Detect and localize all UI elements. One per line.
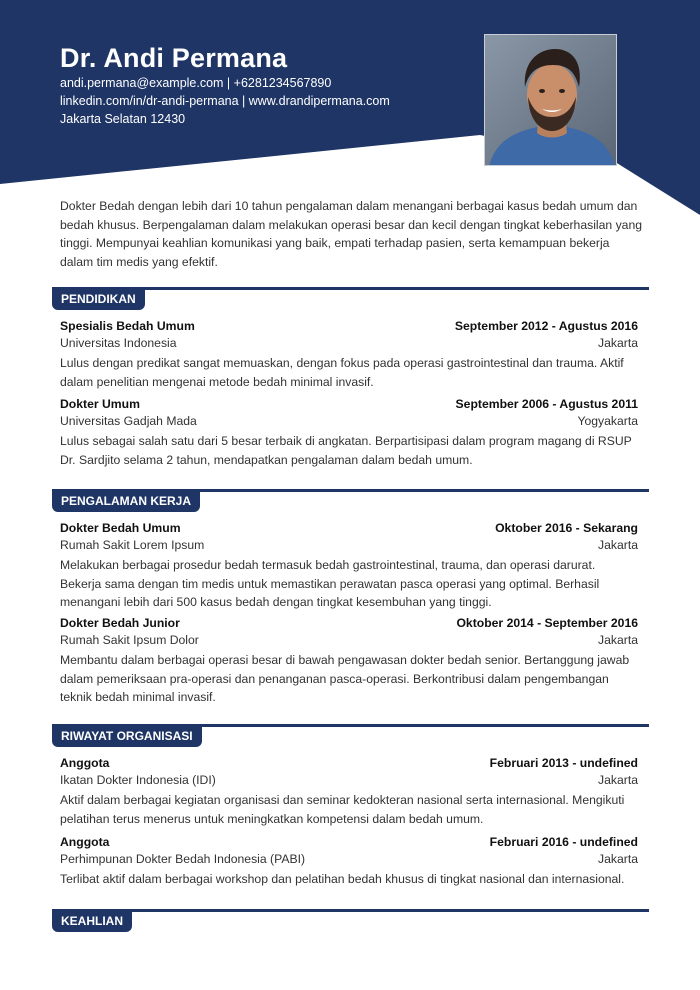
entry-organization: Rumah Sakit Ipsum Dolor [60, 633, 199, 647]
education-entry [60, 318, 638, 391]
section-title: PENGALAMAN KERJA [52, 491, 200, 512]
entry-organization: Rumah Sakit Lorem Ipsum [60, 538, 205, 552]
entry-organization: Perhimpunan Dokter Bedah Indonesia (PABI) [60, 852, 306, 866]
contact-email-phone: andi.permana@example.com | +6281234567890 [60, 76, 332, 90]
entry-title: Anggota [60, 835, 110, 849]
entry-date: September 2012 - Agustus 2016 [454, 319, 638, 333]
education-entry [60, 396, 638, 469]
contact-links: linkedin.com/in/dr-andi-permana | www.drandipermana.com [60, 94, 390, 108]
section-header [0, 909, 700, 933]
entry-description: Aktif dalam berbagai kegiatan organisasi dan seminar kedokteran nasional serta internasional. Mengikuti pelatihan terus menerus untuk meningkatkan kompetensi dalam bedah umum. [60, 793, 625, 826]
entry-title: Dokter Bedah Umum [60, 521, 181, 535]
education-section [0, 287, 700, 467]
entry-location: Jakarta [598, 852, 638, 866]
entry-organization: Universitas Indonesia [60, 336, 177, 350]
entry-location: Jakarta [598, 633, 638, 647]
section-divider [52, 909, 649, 912]
skills-section [0, 909, 700, 949]
organizations-section [0, 724, 700, 894]
contact-address: Jakarta Selatan 12430 [60, 112, 186, 126]
organization-entry [60, 834, 638, 889]
entry-date: Oktober 2016 - Sekarang [495, 521, 638, 535]
entry-location: Jakarta [598, 773, 638, 787]
experience-section [0, 489, 700, 704]
entry-title: Spesialis Bedah Umum [60, 319, 195, 333]
section-title: PENDIDIKAN [52, 289, 145, 310]
header [60, 42, 390, 128]
organization-entry [60, 755, 638, 828]
entry-location: Jakarta [598, 538, 638, 552]
section-title: RIWAYAT ORGANISASI [52, 726, 202, 747]
entry-description: Melakukan berbagai prosedur bedah termasuk bedah gastrointestinal, trauma, dan operasi darurat. Bekerja sama dengan tim medis untuk memastikan perawatan pasca operasi yang optimal. Berhasil menangani lebih dari 500 kasus bedah dengan tingkat kesembuhan yang tinggi. [60, 558, 600, 609]
entry-date: September 2006 - Agustus 2011 [455, 397, 638, 411]
candidate-name: Dr. Andi Permana [60, 43, 288, 73]
section-header [0, 489, 700, 513]
experience-entry [60, 615, 638, 707]
entry-date: Februari 2016 - undefined [489, 835, 638, 849]
entry-organization: Ikatan Dokter Indonesia (IDI) [60, 773, 216, 787]
profile-photo [484, 34, 617, 166]
entry-title: Anggota [60, 756, 110, 770]
entry-title: Dokter Umum [60, 397, 140, 411]
portrait-photo-icon [485, 35, 617, 166]
section-header [0, 287, 700, 311]
entry-description: Membantu dalam berbagai operasi besar di bawah pengawasan dokter bedah senior. Bertanggung jawab dalam pemeriksaan pra-operasi dan penanganan pasca-operasi. Berkontribusi dalam pengembangan teknik bedah minimal invasif. [60, 653, 630, 704]
entry-date: Oktober 2014 - September 2016 [456, 616, 638, 630]
section-header [0, 724, 700, 748]
entry-organization: Universitas Gadjah Mada [60, 414, 197, 428]
entry-location: Yogyakarta [577, 414, 638, 428]
profile-summary: Dokter Bedah dengan lebih dari 10 tahun pengalaman dalam menangani berbagai kasus bedah umum dan bedah khusus. Berpengalaman dalam melakukan operasi besar dan kecil dengan tingkat keberhasilan yang tinggi. Mempunyai keahlian komunikasi yang baik, empati terhadap pasien, serta kemampuan bekerja dalam tim medis yang efektif. [60, 199, 642, 269]
entry-location: Jakarta [598, 336, 638, 350]
section-title: KEAHLIAN [52, 911, 132, 932]
entry-title: Dokter Bedah Junior [60, 616, 180, 630]
experience-entry [60, 520, 638, 612]
entry-description: Lulus dengan predikat sangat memuaskan, dengan fokus pada operasi gastrointestinal dan trauma. Aktif dalam penelitian mengenai metode bedah minimal invasif. [60, 356, 624, 389]
entry-description: Lulus sebagai salah satu dari 5 besar terbaik di angkatan. Berpartisipasi dalam program magang di RSUP Dr. Sardjito selama 2 tahun, mendapatkan pengalaman dalam bedah umum. [60, 434, 632, 467]
entry-description: Terlibat aktif dalam berbagai workshop dan pelatihan bedah khusus di tingkat nasional dan internasional. [60, 872, 625, 886]
entry-date: Februari 2013 - undefined [489, 756, 638, 770]
